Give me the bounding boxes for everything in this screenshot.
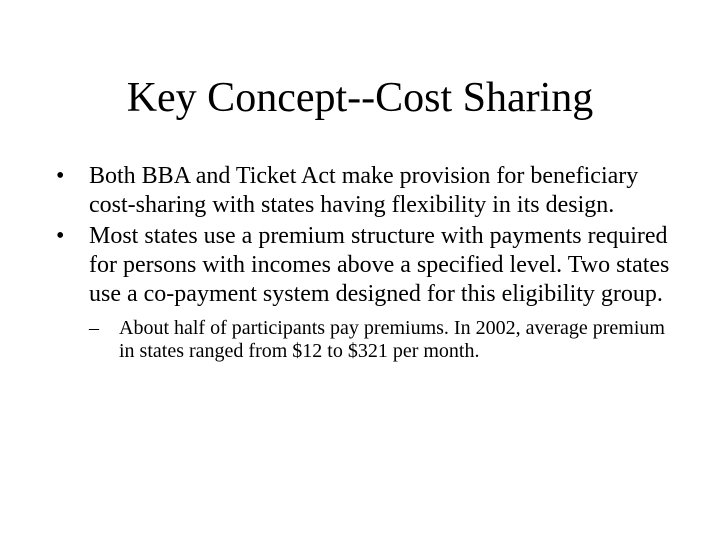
sub-bullet-item [89,317,679,363]
bullet-text: Most states use a premium structure with payments required for persons with incomes above a specified level. Two states use a co-payment system designed for this eligibility group. [89,223,670,307]
bullet-marker: • [56,223,65,249]
bullet-list [56,162,676,365]
sub-bullet-marker: – [89,317,99,339]
sub-bullet-list [89,317,676,363]
bullet-item [56,222,676,363]
bullet-text: Both BBA and Ticket Act make provision for beneficiary cost-sharing with states having flexibility in its design. [89,163,639,218]
sub-bullet-text: About half of participants pay premiums. In 2002, average premium in states ranged from $12 to $321 per month. [119,317,665,362]
bullet-item [56,162,676,220]
slide-title: Key Concept--Cost Sharing [126,75,594,121]
bullet-marker: • [56,163,65,189]
